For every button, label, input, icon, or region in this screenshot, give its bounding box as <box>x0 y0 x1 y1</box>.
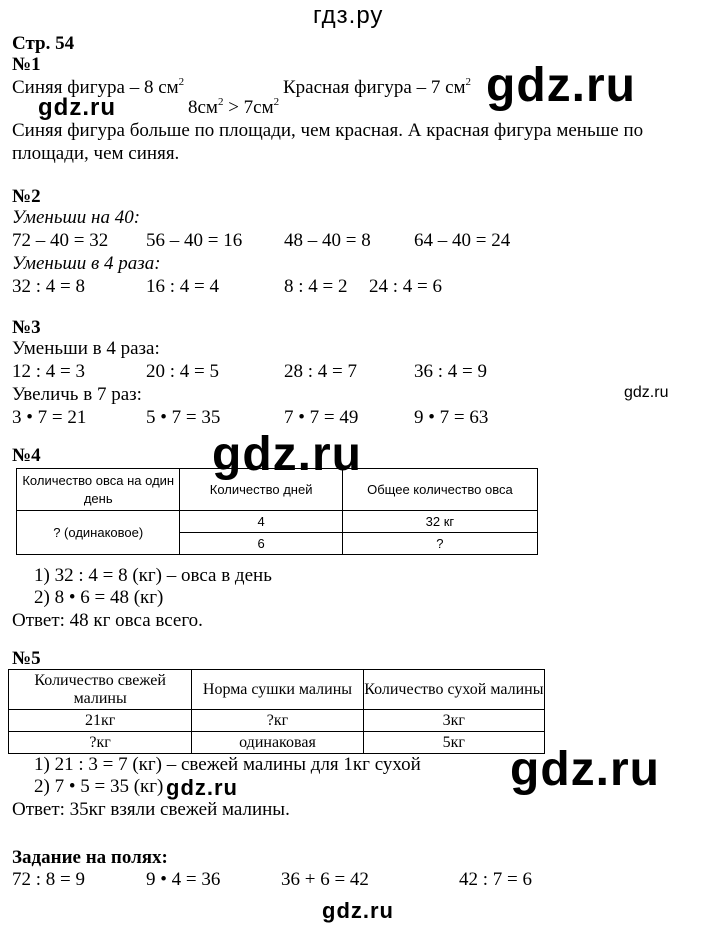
task2-row1-3: 48 – 40 = 8 <box>284 230 371 251</box>
margin-task-2: 9 • 4 = 36 <box>146 869 221 890</box>
page-number: Стр. 54 <box>12 33 75 54</box>
watermark-small-2: gdz.ru <box>166 775 238 800</box>
task2-row2-4: 24 : 4 = 6 <box>369 276 442 297</box>
task5-answer: Ответ: 35кг взяли свежей малины. <box>12 799 290 820</box>
task1-comparison: $8см^2 > 7см^2$ <box>188 96 280 118</box>
task5-cell-fresh-1: 21кг <box>9 710 192 732</box>
watermark-tiny: gdz.ru <box>624 384 669 401</box>
watermark-big-2: gdz.ru <box>212 428 362 481</box>
task3-row2-1: 3 • 7 = 21 <box>12 407 87 428</box>
task3-row1-1: 12 : 4 = 3 <box>12 361 85 382</box>
task4-number: №4 <box>12 445 41 466</box>
task2-subtitle-2: Уменьши в 4 раза: <box>12 253 161 274</box>
task2-subtitle-1: Уменьши на 40: <box>12 207 141 228</box>
task4-cell-oats-per-day: ? (одинаковое) <box>17 511 180 555</box>
task1-text-line1: Синяя фигура больше по площади, чем красная. А красная фигура меньше по <box>12 120 644 141</box>
task3-row1-3: 28 : 4 = 7 <box>284 361 357 382</box>
task2-number: №2 <box>12 186 41 207</box>
task3-row2-4: 9 • 7 = 63 <box>414 407 489 428</box>
task4-table <box>16 468 538 555</box>
task4-step2: 2) 8 • 6 = 48 (кг) <box>34 587 164 608</box>
task3-row2-2: 5 • 7 = 35 <box>146 407 221 428</box>
task4-cell-total-1: 32 кг <box>342 511 537 533</box>
task4-answer: Ответ: 48 кг овса всего. <box>12 610 203 631</box>
watermark-top: гдз.ру <box>313 2 384 29</box>
task1-text-line2: площади, чем синяя. <box>12 143 180 164</box>
task4-step1: 1) 32 : 4 = 8 (кг) – овса в день <box>34 565 272 586</box>
watermark-small-1: gdz.ru <box>38 94 116 121</box>
task4-cell-days-1: 4 <box>180 511 342 533</box>
margin-task-4: 42 : 7 = 6 <box>459 869 532 890</box>
task5-table <box>8 669 545 754</box>
task2-row1-2: 56 – 40 = 16 <box>146 230 243 251</box>
task2-row1-1: 72 – 40 = 32 <box>12 230 109 251</box>
task4-cell-days-2: 6 <box>180 533 342 555</box>
margin-task-title: Задание на полях: <box>12 847 168 868</box>
task2-row1-4: 64 – 40 = 24 <box>414 230 511 251</box>
task5-cell-norm-1: ?кг <box>192 710 363 732</box>
watermark-bottom: gdz.ru <box>322 898 394 923</box>
task5-step2: 2) 7 • 5 = 35 (кг) <box>34 776 164 797</box>
task5-header-fresh: Количество свежей малины <box>9 670 192 710</box>
task4-header-oats-per-day: Количество овса на один день <box>17 469 180 511</box>
task1-number: №1 <box>12 54 41 75</box>
task4-cell-total-2: ? <box>342 533 537 555</box>
task1-red-figure: Красная фигура – 7 $см^2$ <box>283 76 472 98</box>
margin-task-1: 72 : 8 = 9 <box>12 869 85 890</box>
task3-subtitle-1: Уменьши в 4 раза: <box>12 338 160 359</box>
task5-header-dry: Количество сухой малины <box>363 670 544 710</box>
task4-header-total-oats: Общее количество овса <box>342 469 537 511</box>
task5-cell-dry-2: 5кг <box>363 732 544 754</box>
task5-cell-dry-1: 3кг <box>363 710 544 732</box>
task2-row2-3: 8 : 4 = 2 <box>284 276 348 297</box>
task3-row1-2: 20 : 4 = 5 <box>146 361 219 382</box>
task4-header-days: Количество дней <box>180 469 342 511</box>
task5-number: №5 <box>12 648 41 669</box>
watermark-big-1: gdz.ru <box>486 59 636 112</box>
task3-number: №3 <box>12 317 41 338</box>
task5-cell-fresh-2: ?кг <box>9 732 192 754</box>
task3-row1-4: 36 : 4 = 9 <box>414 361 487 382</box>
task2-row2-2: 16 : 4 = 4 <box>146 276 219 297</box>
margin-task-3: 36 + 6 = 42 <box>281 869 369 890</box>
watermark-big-3: gdz.ru <box>510 743 660 796</box>
task3-subtitle-2: Увеличь в 7 раз: <box>12 384 142 405</box>
task1-blue-figure: Синяя фигура – 8 $см^2$ <box>12 76 185 98</box>
task3-row2-3: 7 • 7 = 49 <box>284 407 359 428</box>
task2-row2-1: 32 : 4 = 8 <box>12 276 85 297</box>
task5-cell-norm-2: одинаковая <box>192 732 363 754</box>
task5-step1: 1) 21 : 3 = 7 (кг) – свежей малины для 1кг сухой <box>34 754 421 775</box>
task5-header-norm: Норма сушки малины <box>192 670 363 710</box>
